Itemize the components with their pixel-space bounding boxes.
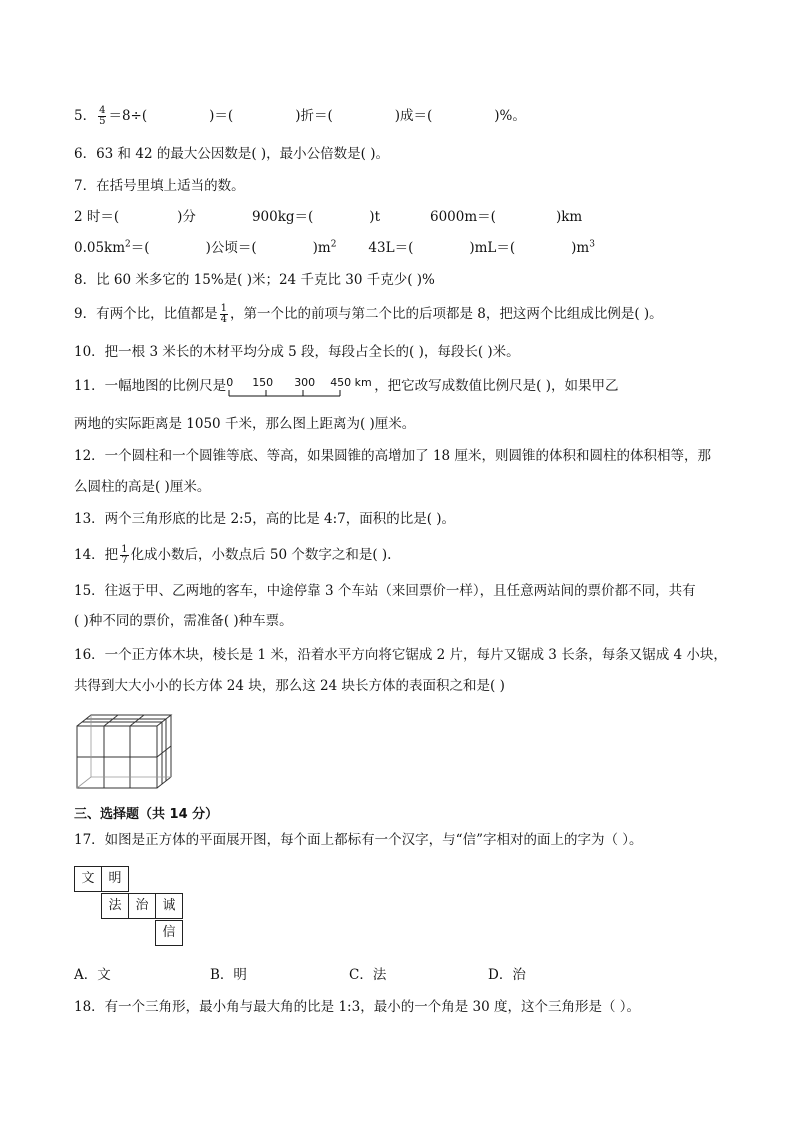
question-11: 11．一幅地图的比例尺是 0 150 300 450 km ，把它改写成数值比例尺是( )，如果甲乙: [74, 376, 754, 397]
question-16-line-2: 共得到大大小小的长方体 24 块，那么这 24 块长方体的表面积之和是( ): [74, 678, 505, 694]
option-c[interactable]: C．法: [349, 967, 387, 983]
cut-cube-figure: [74, 712, 174, 792]
question-18: 18．有一个三角形，最小角与最大角的比是 1:3，最小的一个角是 30 度，这个三角形是（ ）。: [74, 999, 640, 1015]
question-12-line-2: 么圆柱的高是( )厘米。: [74, 479, 211, 495]
question-9: 9．有两个比，比值都是 $\frac{1}{4}$ ，第一个比的前项与第二个比的后项都是 8，把这两个比组成比例是( )。: [74, 303, 663, 325]
fraction: $\frac{4}{5}$: [99, 105, 106, 127]
net-cell: 治: [128, 893, 156, 919]
question-13: 13．两个三角形底的比是 2:5，高的比是 4:7，面积的比是( )。: [74, 511, 456, 527]
question-16-line-1: 16．一个正方体木块，棱长是 1 米，沿着水平方向将它锯成 2 片，每片又锯成 3 长条，每条又锯成 4 小块，: [74, 647, 727, 663]
question-6: 6．63 和 42 的最大公因数是( )，最小公倍数是( )。: [74, 146, 389, 162]
question-10: 10．把一根 3 米长的木材平均分成 5 段，每段占全长的( )，每段长( )米。: [74, 344, 520, 360]
scale-tick-label: 150: [252, 375, 274, 389]
option-d[interactable]: D．治: [488, 967, 526, 983]
net-cell: 文: [74, 866, 102, 892]
question-7: 7．在括号里填上适当的数。: [74, 178, 245, 194]
option-b[interactable]: B．明: [210, 967, 247, 983]
question-17: 17．如图是正方体的平面展开图，每个面上都标有一个汉字，与“信”字相对的面上的字为（ ）。: [74, 832, 643, 848]
net-cell: 诚: [155, 893, 183, 919]
fraction: $\frac{1}{4}$: [220, 303, 227, 325]
question-5: 5． $\frac{4}{5}$ ＝8÷( )＝( )折＝( )成＝( )%。: [74, 105, 526, 127]
net-cell: 法: [101, 893, 129, 919]
scale-tick-label: 300: [294, 375, 316, 389]
scale-tick-label: 0: [226, 375, 234, 389]
fraction: $\frac{1}{7}$: [121, 544, 128, 566]
question-7-row-2: $0.05km^2=$( )公顷＝( )$m^2$ 43L＝( )mL＝( )$m^3$: [74, 239, 595, 256]
question-15-line-1: 15．往返于甲、乙两地的客车，中途停靠 3 个车站（来回票价一样），且任意两站间的票价都不同，共有: [74, 583, 696, 599]
question-7-row-1: 2 时＝( )分 900kg＝( )t 6000m＝( )km: [74, 209, 583, 225]
option-a[interactable]: A．文: [74, 967, 111, 983]
question-15-line-2: ( )种不同的票价，需准备( )种车票。: [74, 613, 293, 629]
scale-bar: [226, 377, 374, 397]
question-14: 14．把 $\frac{1}{7}$ 化成小数后，小数点后 50 个数字之和是( ).: [74, 544, 392, 566]
section-3-heading: 三、选择题（共 14 分）: [74, 807, 219, 822]
scale-bar-line: [226, 377, 374, 399]
net-cell: 明: [101, 866, 129, 892]
question-12-line-1: 12．一个圆柱和一个圆锥等底、等高，如果圆锥的高增加了 18 厘米，则圆锥的体积和圆柱的体积相等，那: [74, 448, 711, 464]
question-8: 8．比 60 米多它的 15%是( )米；24 千克比 30 千克少( )%: [74, 272, 435, 288]
question-11-line-2: 两地的实际距离是 1050 千米，那么图上距离为( )厘米。: [74, 416, 416, 432]
scale-tick-label: 450 km: [330, 375, 372, 389]
net-cell: 信: [155, 920, 183, 946]
